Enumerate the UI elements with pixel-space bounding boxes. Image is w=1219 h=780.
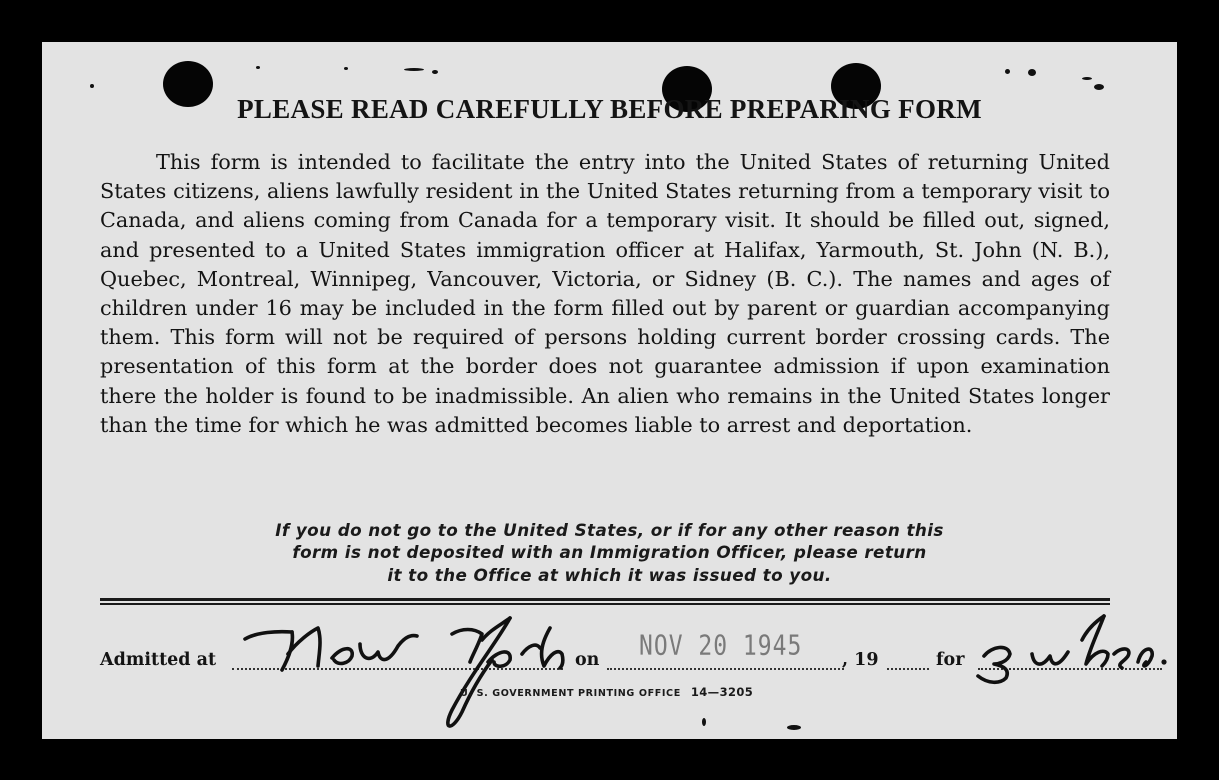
- return-notice-line: If you do not go to the United States, or if for any other reason this: [275, 520, 944, 540]
- immigration-form-card: [42, 42, 1177, 739]
- form-heading: PLEASE READ CAREFULLY BEFORE PREPARING FORM: [237, 94, 982, 124]
- handwriting-three-weeks: [978, 616, 1152, 682]
- year-label: , 19: [842, 650, 879, 670]
- date-stamp: NOV 20 1945: [639, 630, 803, 662]
- form-number: 14—3205: [690, 685, 754, 699]
- for-label: for: [936, 650, 965, 670]
- return-notice-line: it to the Office at which it was issued to you.: [387, 564, 832, 585]
- on-label: on: [575, 650, 600, 670]
- return-notice-line: form is not deposited with an Immigration Officer, please return: [292, 542, 927, 563]
- form-instructions: This form is intended to facilitate the entry into the United States of returning United States citizens, aliens lawfully resident in the United States returning from a temporary visit to Canada, and aliens coming from Canada for a temporary visit. It should be filled out, signed, and presented to a United States immigration officer at Halifax, Yarmouth, St. John (N. B.), Quebec, Montreal, Winnipeg, Vancouver, Victoria, or Sidney (B. C.). The names and ages of children under 16 may be included in the form filled out by parent or guardian accompanying them. This form will not be required of persons holding current border crossing cards. The presentation of this form at the border does not guarantee admission if upon examination there the holder is found to be inadmissible. An alien who remains in the United States longer than the time for which he was admitted becomes liable to arrest and deportation.: [100, 150, 1110, 437]
- handwriting-new-york: [245, 618, 563, 726]
- printer-imprint: [460, 685, 753, 699]
- period-mark: [1161, 659, 1166, 664]
- admitted-at-label: Admitted at: [100, 650, 217, 670]
- printing-office: U. S. GOVERNMENT PRINTING OFFICE: [460, 688, 681, 699]
- handwritten-entries: [42, 42, 1177, 739]
